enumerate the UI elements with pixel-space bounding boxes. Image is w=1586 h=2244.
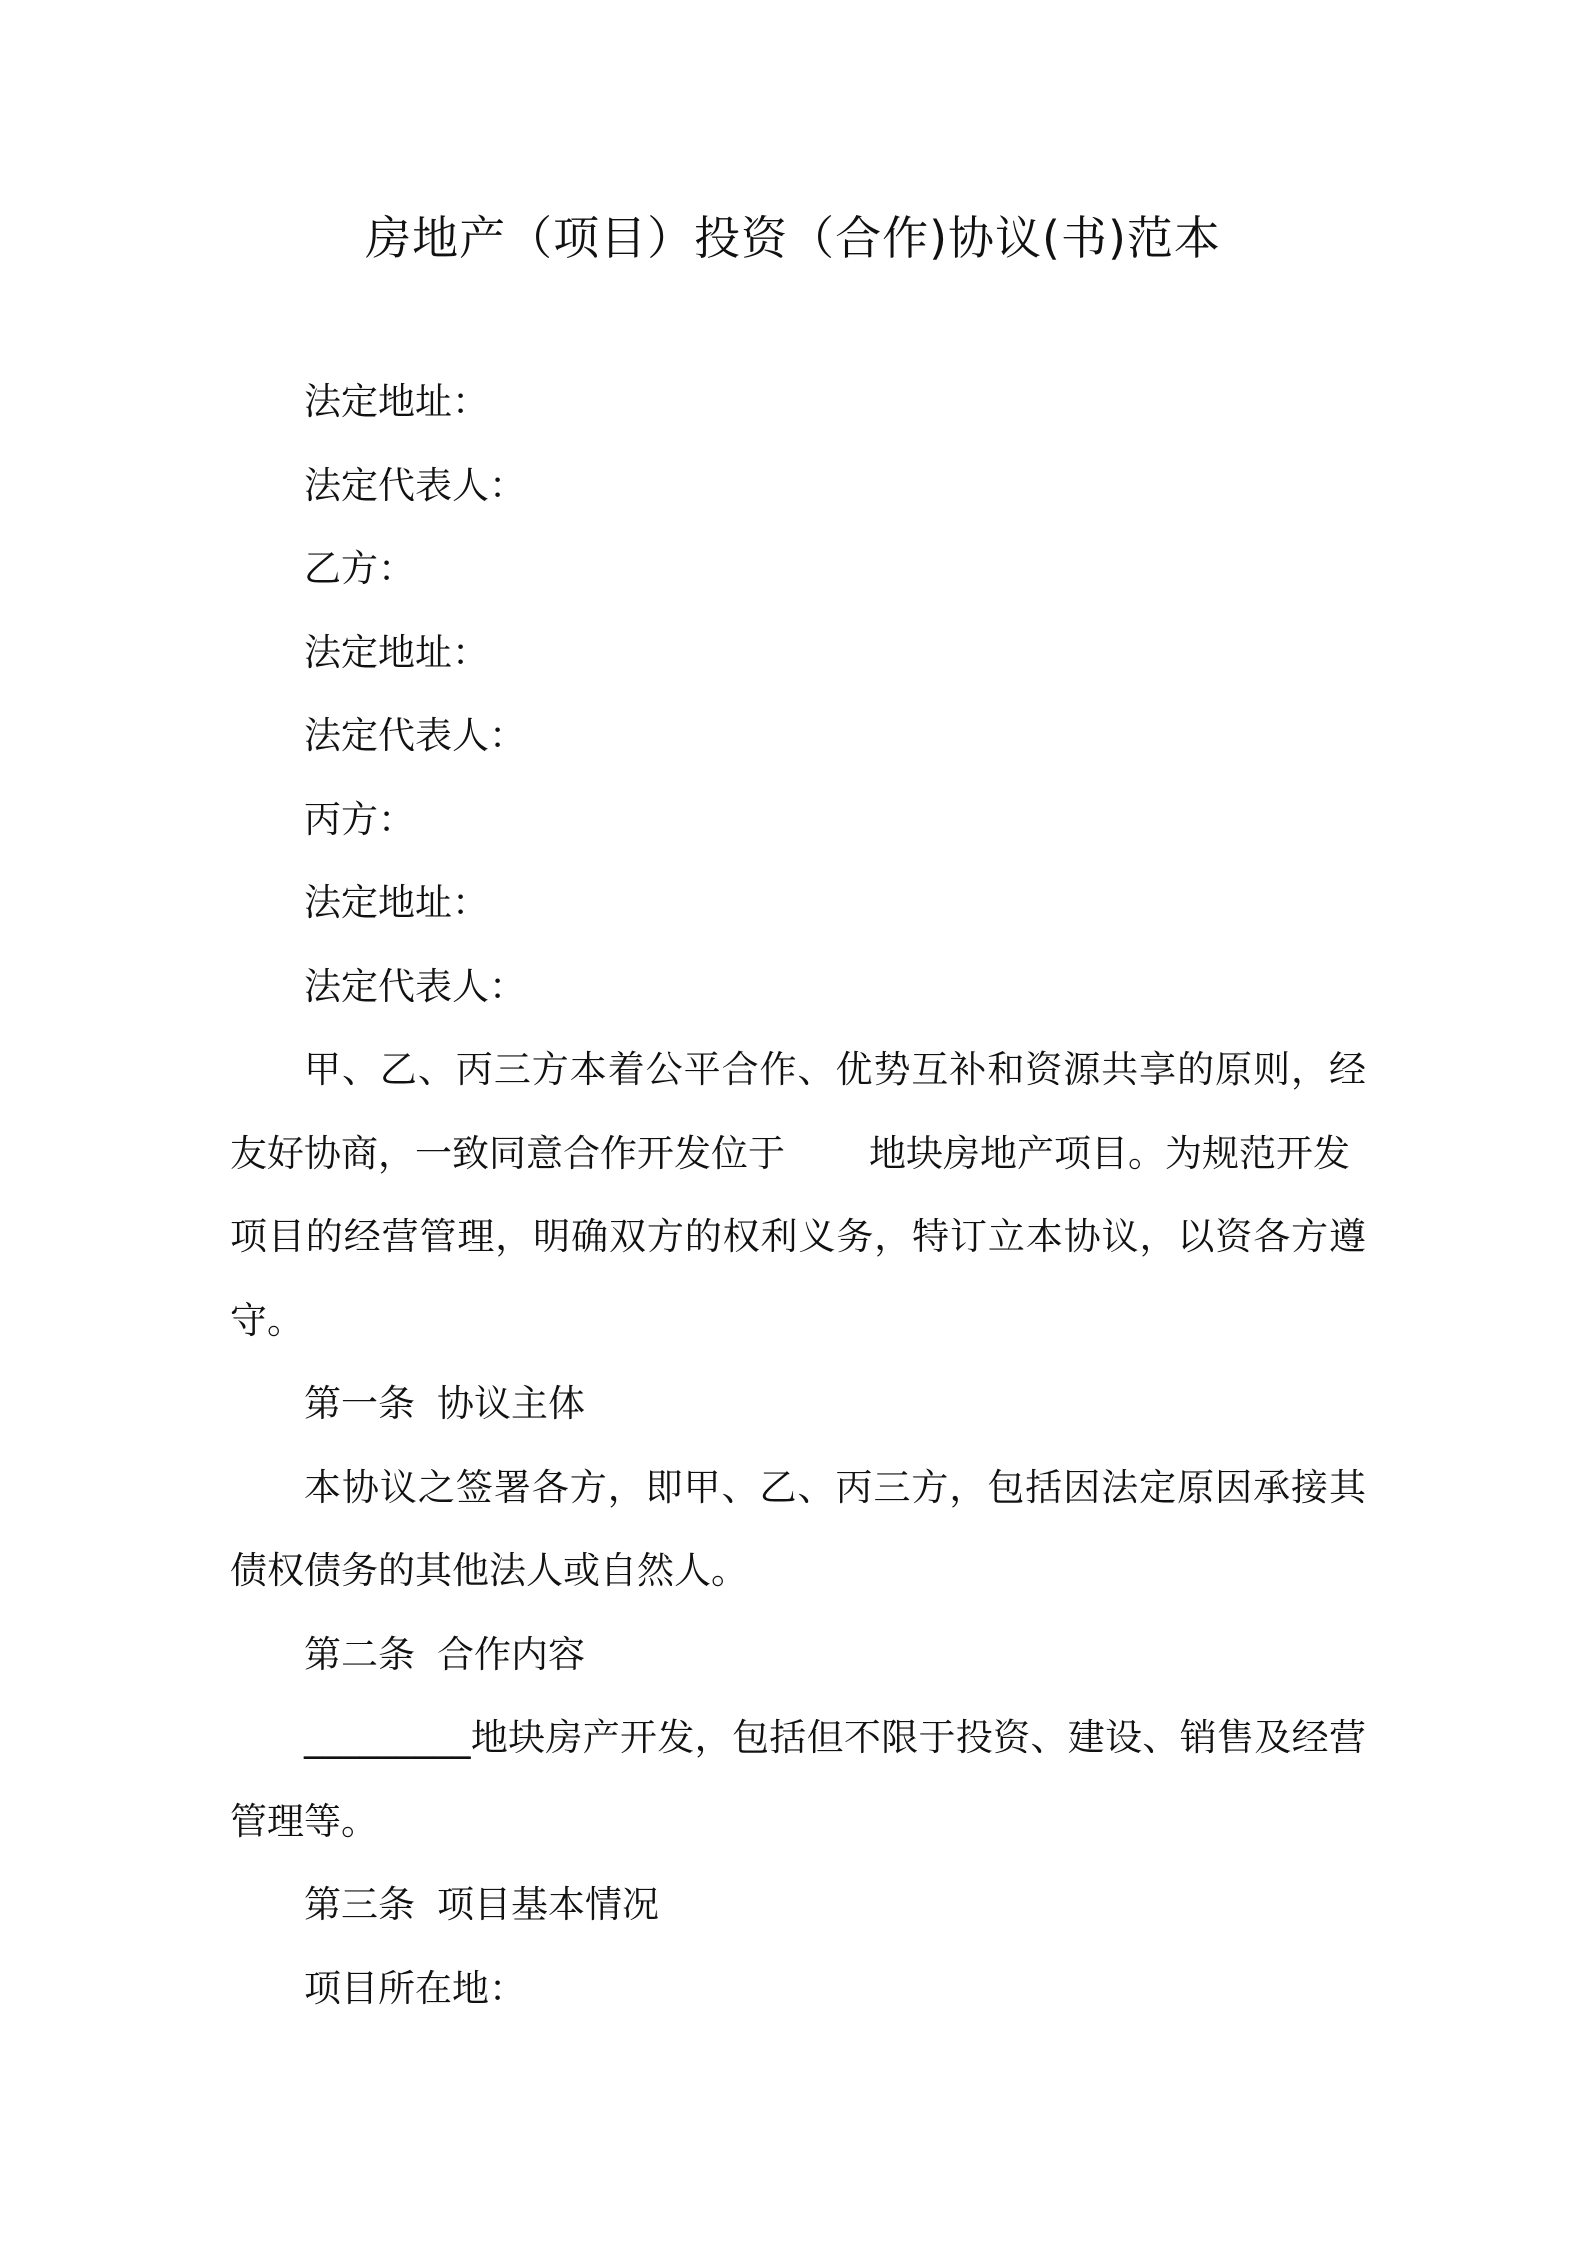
preamble-line-2-end: 地块房地产项目。为规范开发	[869, 1131, 1350, 1175]
article-2-number: 第二条	[304, 1632, 415, 1676]
article-2-line-1: _________地块房产开发，包括但不限于投资、建设、销售及经营	[304, 1716, 1366, 1759]
party-c-label: 丙方：	[304, 797, 415, 841]
party-a-representative-label: 法定代表人：	[304, 463, 526, 507]
preamble-line-1: 甲、乙、丙三方本着公平合作、优势互补和资源共享的原则，经	[304, 1048, 1366, 1091]
article-1-line-1: 本协议之签署各方，即甲、乙、丙三方，包括因法定原因承接其	[304, 1465, 1366, 1509]
article-3-number: 第三条	[304, 1883, 415, 1926]
preamble-line-2-start: 友好协商，一致同意合作开发位于	[230, 1131, 785, 1175]
party-c-representative-label: 法定代表人：	[304, 964, 526, 1008]
article-3-heading	[230, 1863, 1366, 1947]
article-1-line-2: 债权债务的其他法人或自然人。	[230, 1549, 748, 1592]
article-1-heading	[230, 1362, 1366, 1446]
document-title: 房地产（项目）投资（合作)协议(书)范本	[365, 211, 1221, 265]
preamble-line-2	[230, 1112, 1366, 1196]
party-b-representative-label: 法定代表人：	[304, 714, 526, 757]
party-b-address-label: 法定地址：	[304, 630, 489, 674]
preamble-line-3: 项目的经营管理，明确双方的权利义务，特订立本协议，以资各方遵	[230, 1215, 1366, 1258]
preamble-line-4: 守。	[230, 1298, 304, 1342]
article-3-line-1: 项目所在地：	[304, 1966, 526, 2010]
article-2-line-2: 管理等。	[230, 1799, 378, 1843]
party-a-address-label: 法定地址：	[304, 380, 489, 423]
document-body	[230, 360, 1366, 2030]
article-1-number: 第一条	[304, 1382, 415, 1425]
article-2-title: 合作内容	[437, 1632, 585, 1676]
party-c-address-label: 法定地址：	[304, 881, 489, 924]
party-b-label: 乙方：	[304, 547, 415, 590]
article-1-title: 协议主体	[437, 1382, 585, 1425]
article-2-heading	[230, 1613, 1366, 1697]
article-3-title: 项目基本情况	[437, 1883, 659, 1926]
